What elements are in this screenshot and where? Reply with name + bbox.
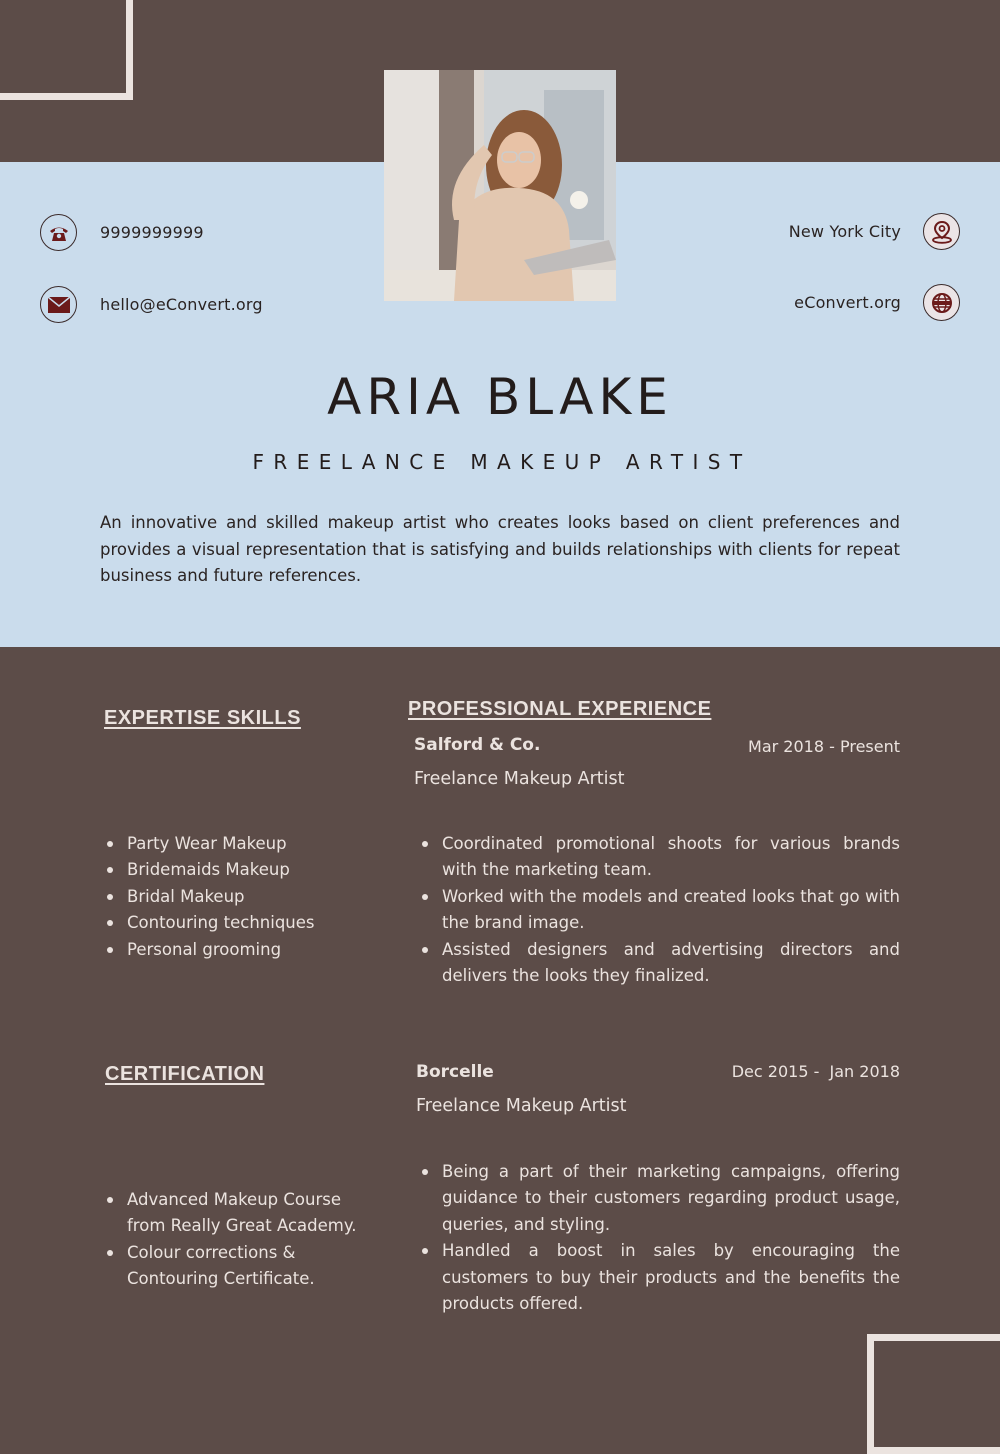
location-text: New York City: [788, 222, 901, 241]
job-title: FREELANCE MAKEUP ARTIST: [252, 450, 752, 474]
skill-item: Bridemaids Makeup: [102, 857, 382, 883]
job-dates: Mar 2018 - Present: [748, 737, 900, 756]
certification-item: Colour corrections & Contouring Certificate.: [102, 1240, 364, 1293]
job-bullet: Assisted designers and advertising directors and delivers the looks they finalized.: [417, 937, 900, 990]
profile-summary: An innovative and skilled makeup artist who creates looks based on client preferences and provides a visual representation that is satisfying and builds relationships with clients for repeat business and future references.: [100, 513, 900, 585]
job-bullet: Coordinated promotional shoots for various brands with the marketing team.: [417, 831, 900, 884]
certification-item: Advanced Makeup Course from Really Great Academy.: [102, 1187, 364, 1240]
profile-photo: [384, 70, 616, 301]
contact-phone: [40, 214, 204, 251]
email-address[interactable]: hello@eConvert.org: [100, 295, 263, 314]
decorative-frame-bottom-right: [867, 1334, 1000, 1454]
skill-item: Personal grooming: [102, 937, 382, 963]
skill-item: Bridal Makeup: [102, 884, 382, 910]
website-text[interactable]: eConvert.org: [794, 293, 901, 312]
contact-location: [789, 213, 960, 250]
job-bullet: Handled a boost in sales by encouraging the customers to buy their products and the benefits the products offered.: [417, 1238, 900, 1317]
decorative-frame-top-left: [0, 0, 133, 100]
candidate-name: ARIA BLAKE: [327, 368, 673, 426]
contact-website: [794, 284, 960, 321]
profile-photo-illustration: [384, 70, 616, 301]
skill-item: Party Wear Makeup: [102, 831, 382, 857]
job-dates: Dec 2015 - Jan 2018: [731, 1062, 900, 1081]
job-company: Borcelle: [416, 1062, 494, 1082]
phone-icon: [40, 214, 77, 251]
job-role: Freelance Makeup Artist: [416, 1096, 627, 1116]
skills-heading: EXPERTISE SKILLS: [104, 707, 301, 729]
experience-heading: PROFESSIONAL EXPERIENCE: [408, 698, 712, 720]
certification-list: [102, 1187, 364, 1293]
contact-email: [40, 286, 263, 323]
job-bullets: [417, 831, 900, 989]
envelope-icon: [40, 286, 77, 323]
skill-item: Contouring techniques: [102, 910, 382, 936]
job-bullets: [417, 1159, 900, 1317]
job-role: Freelance Makeup Artist: [414, 769, 625, 789]
globe-icon: [923, 284, 960, 321]
job-company: Salford & Co.: [414, 735, 541, 755]
skills-list: [102, 831, 382, 963]
location-pin-icon: [923, 213, 960, 250]
job-bullet: Being a part of their marketing campaigns, offering guidance to their customers regarding product usage, queries, and styling.: [417, 1159, 900, 1238]
job-bullet: Worked with the models and created looks that go with the brand image.: [417, 884, 900, 937]
certification-heading: CERTIFICATION: [105, 1063, 265, 1085]
phone-number[interactable]: 9999999999: [100, 223, 204, 242]
